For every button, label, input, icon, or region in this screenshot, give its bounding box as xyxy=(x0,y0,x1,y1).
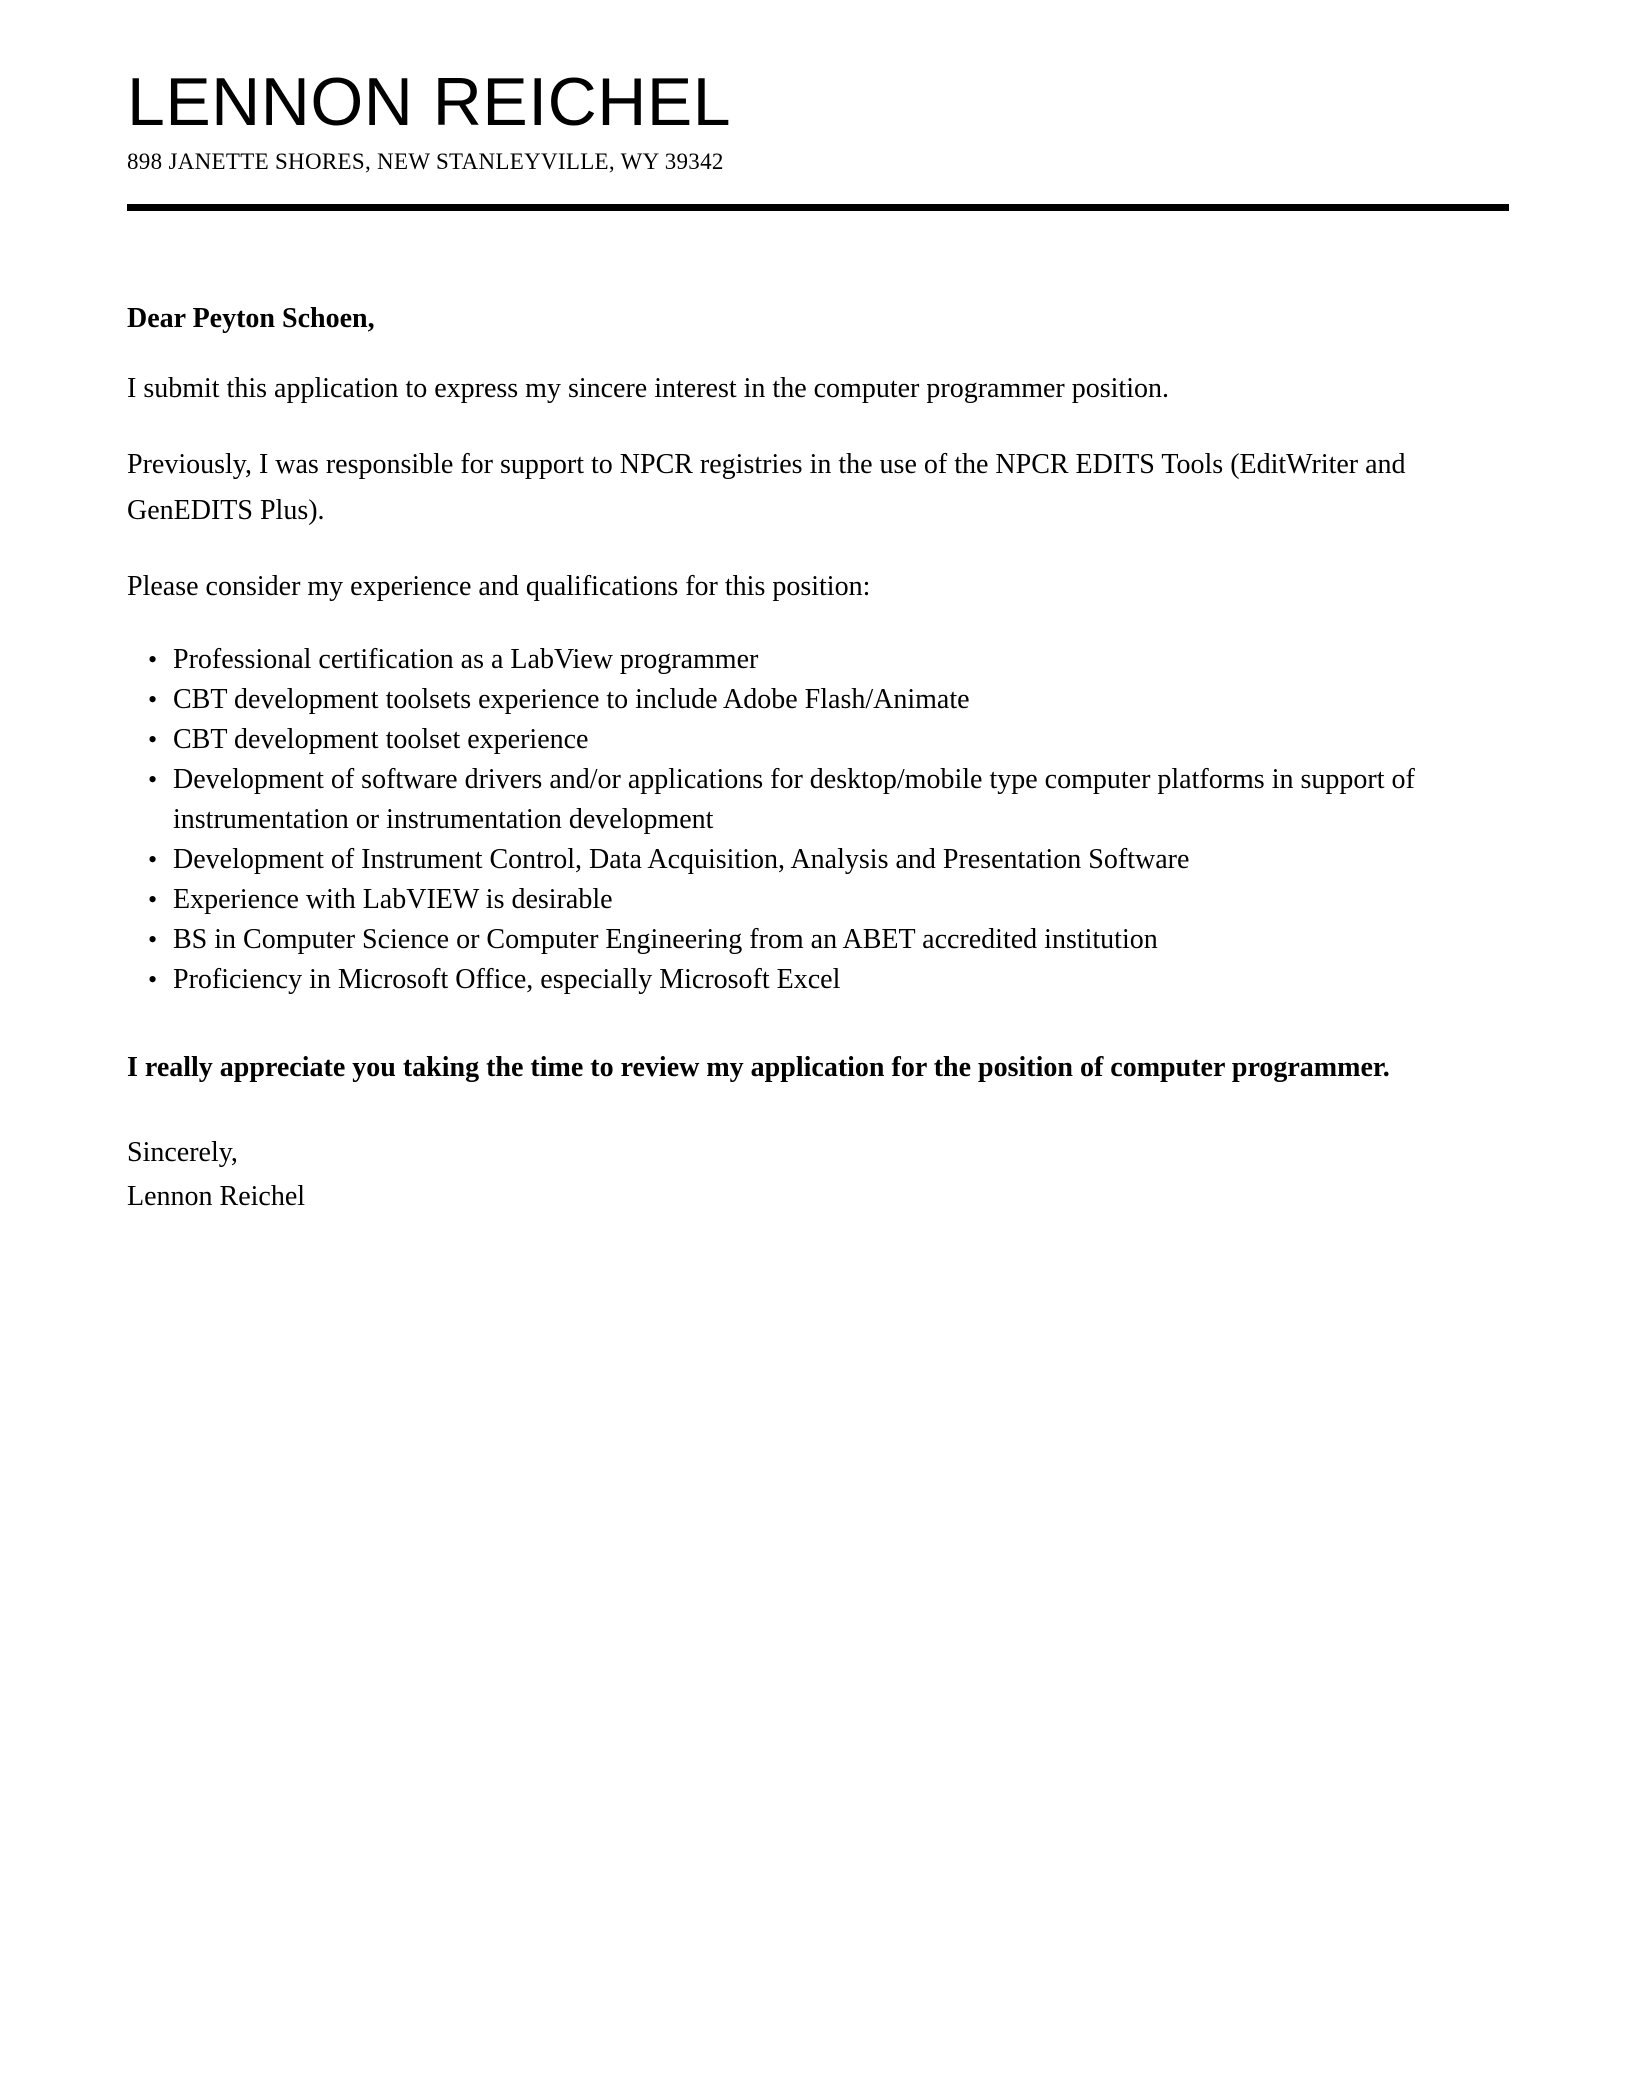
qualification-item: • CBT development toolsets experience to include Adobe Flash/Animate xyxy=(173,680,1509,720)
signoff-block xyxy=(127,1131,1509,1219)
qualification-item: • Experience with LabVIEW is desirable xyxy=(173,880,1509,920)
applicant-address: 898 JANETTE SHORES, NEW STANLEYVILLE, WY 39342 xyxy=(127,149,724,174)
paragraph-previous-experience: Previously, I was responsible for support to NPCR registries in the use of the NPCR EDITS Tools (EditWriter and GenEDITS Plus). xyxy=(127,449,1406,526)
paragraph-consider: Please consider my experience and qualifications for this position: xyxy=(127,571,871,602)
qualification-item: • Development of software drivers and/or applications for desktop/mobile type computer platforms in support of instrumentation or instrumentation development xyxy=(173,760,1509,840)
signature-name: Lennon Reichel xyxy=(127,1181,306,1212)
qualification-item: • Development of Instrument Control, Data Acquisition, Analysis and Presentation Software xyxy=(173,840,1509,880)
qualifications-list xyxy=(127,640,1509,1000)
applicant-name: LENNON REICHEL xyxy=(127,64,732,140)
qualification-item: • BS in Computer Science or Computer Engineering from an ABET accredited institution xyxy=(173,920,1509,960)
qualification-item: • Professional certification as a LabView programmer xyxy=(173,640,1509,680)
qualification-item: • CBT development toolset experience xyxy=(173,720,1509,760)
salutation: Dear Peyton Schoen, xyxy=(127,303,375,334)
header-divider-rule xyxy=(127,204,1509,211)
signoff-word: Sincerely, xyxy=(127,1137,238,1168)
closing-paragraph: I really appreciate you taking the time to review my application for the position of computer programmer. xyxy=(127,1052,1390,1083)
paragraph-intro: I submit this application to express my sincere interest in the computer programmer position. xyxy=(127,373,1169,404)
qualification-item: • Proficiency in Microsoft Office, especially Microsoft Excel xyxy=(173,960,1509,1000)
